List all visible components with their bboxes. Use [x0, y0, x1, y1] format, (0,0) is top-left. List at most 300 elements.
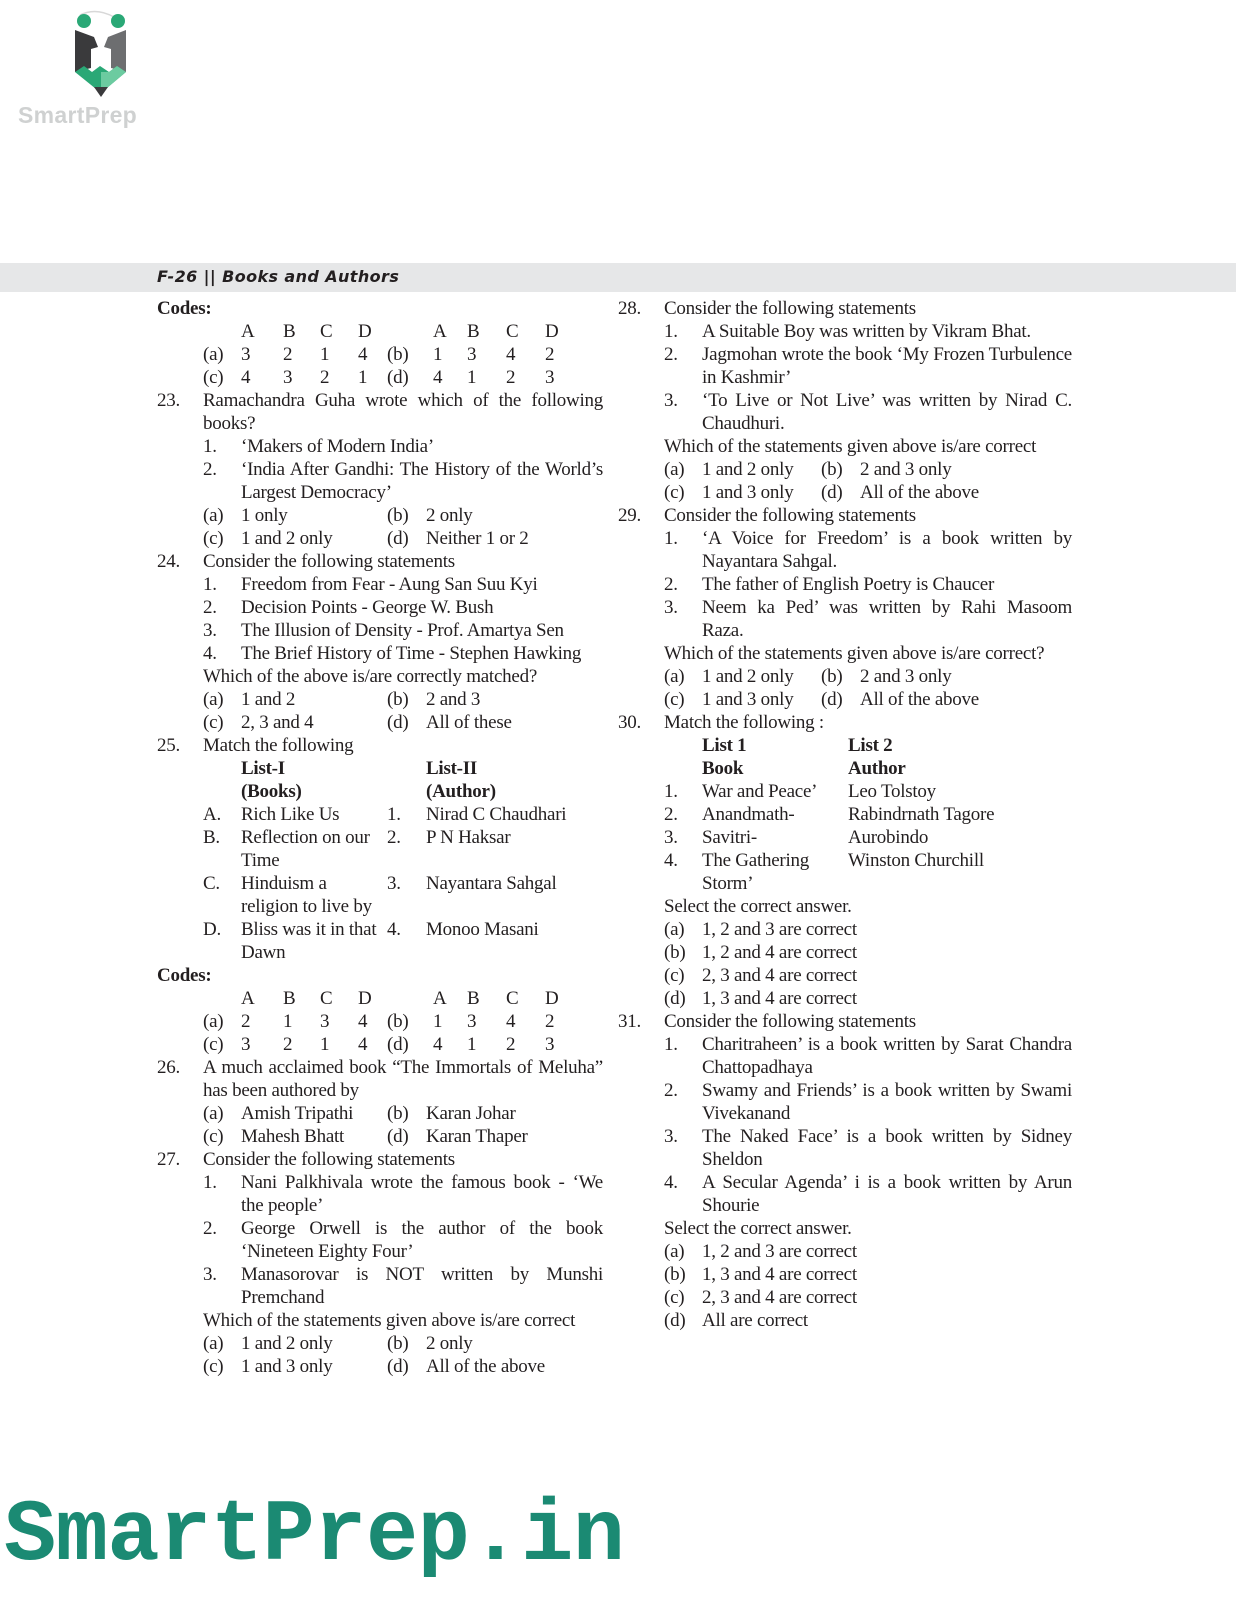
code-value: 1 [358, 367, 368, 388]
list-2-subtitle: (Author) [426, 781, 496, 802]
instruction-text: Select the correct answer. [664, 1218, 852, 1239]
question-text [618, 435, 1072, 458]
question-number: 1. [664, 1034, 678, 1055]
code-value: 2 [506, 1034, 516, 1055]
instruction-text: Which of the statements given above is/are correct? [664, 643, 1045, 664]
question-number: 31. [618, 1011, 641, 1032]
match-number: 1. [387, 804, 401, 825]
code-value: 4 [433, 1034, 443, 1055]
match-label: 3. [664, 827, 678, 848]
statement [618, 527, 1072, 573]
question-number: 1. [664, 528, 678, 549]
match-row [618, 780, 1072, 803]
question-text: Swamy and Friends’ is a book written by Swami Vivekanand [702, 1080, 1072, 1124]
option-text: 2, 3 and 4 [241, 712, 314, 733]
question-number: 1. [203, 1172, 217, 1193]
statement [618, 1171, 1072, 1217]
match-label: C. [203, 873, 220, 894]
option-text: 1 and 3 only [702, 482, 794, 503]
answer-options [618, 688, 1072, 711]
match-label: B. [203, 827, 220, 848]
option-label: (d) [387, 528, 409, 549]
option-label: (c) [664, 482, 685, 503]
code-column-header: C [320, 321, 333, 342]
option-text: 2, 3 and 4 are correct [702, 965, 857, 986]
code-value: 2 [545, 344, 555, 365]
option-text: Mahesh Bhatt [241, 1126, 345, 1147]
option-text: 1, 2 and 3 are correct [702, 1241, 857, 1262]
statement [157, 1171, 603, 1217]
list-1-title: List 1 [702, 735, 747, 756]
option-label: (a) [203, 689, 224, 710]
code-column-header: C [320, 988, 333, 1009]
match-number: 2. [387, 827, 401, 848]
answer-options [618, 964, 1072, 987]
answer-options [618, 1286, 1072, 1309]
match-row [157, 803, 603, 826]
code-value: 4 [433, 367, 443, 388]
match-list-2-item: Leo Tolstoy [848, 781, 936, 802]
match-list-1-item: War and Peace’ [702, 781, 818, 802]
header-separator: || [203, 267, 217, 286]
instruction-text: Which of the above is/are correctly matched? [203, 666, 537, 687]
code-value: 2 [283, 1034, 293, 1055]
option-label: (c) [203, 367, 224, 388]
match-list-1-item: Anandmath- [702, 804, 795, 825]
code-column-header: A [241, 321, 255, 342]
question-text: A much acclaimed book “The Immortals of Meluha” has been authored by [203, 1057, 603, 1101]
statement [618, 1079, 1072, 1125]
option-label: (a) [203, 1333, 224, 1354]
list-2-title: List-II [426, 758, 478, 779]
answer-options [618, 481, 1072, 504]
option-label: (d) [387, 1034, 409, 1055]
option-text: 1 and 2 only [702, 459, 794, 480]
code-column-header: D [358, 988, 372, 1009]
answer-options [157, 1355, 603, 1378]
option-label: (a) [203, 505, 224, 526]
code-value: 3 [241, 344, 251, 365]
page-header [157, 267, 399, 286]
statement [157, 619, 603, 642]
question-number: 1. [203, 436, 217, 457]
option-text: All of the above [426, 1356, 545, 1377]
question-text: ‘A Voice for Freedom’ is a book written by Nayantara Sahgal. [702, 528, 1072, 572]
code-value: 1 [433, 344, 443, 365]
question-number: 2. [664, 1080, 678, 1101]
option-text: 1 and 2 [241, 689, 296, 710]
left-column [157, 297, 603, 1378]
option-text: 1, 2 and 4 are correct [702, 942, 857, 963]
answer-options [157, 1125, 603, 1148]
answer-options [618, 665, 1072, 688]
match-label: D. [203, 919, 221, 940]
statement [618, 573, 1072, 596]
option-label: (a) [664, 1241, 685, 1262]
code-value: 1 [320, 344, 330, 365]
codes-row [157, 1010, 603, 1033]
match-header [618, 734, 1072, 780]
statement [157, 642, 603, 665]
question [157, 389, 603, 435]
answer-options [618, 1240, 1072, 1263]
code-value: 3 [467, 344, 477, 365]
match-header [157, 757, 603, 803]
code-value: 2 [506, 367, 516, 388]
code-value: 3 [241, 1034, 251, 1055]
match-list-2-item: P N Haksar [426, 827, 511, 848]
match-list-2-item: Rabindrnath Tagore [848, 804, 995, 825]
match-list-1-item: Savitri- [702, 827, 757, 848]
option-label: (a) [664, 459, 685, 480]
list-2-heading [848, 734, 906, 780]
statement [618, 389, 1072, 435]
code-column-header: B [467, 988, 480, 1009]
question-number: 3. [664, 1126, 678, 1147]
code-value: 3 [545, 367, 555, 388]
question-text: Ramachandra Guha wrote which of the following books? [203, 390, 603, 434]
codes-row [157, 343, 603, 366]
code-column-header: C [506, 321, 519, 342]
match-row [618, 826, 1072, 849]
code-value: 1 [467, 1034, 477, 1055]
answer-options [618, 1263, 1072, 1286]
question-number: 29. [618, 505, 641, 526]
code-value: 1 [467, 367, 477, 388]
question-text: Nani Palkhivala wrote the famous book - ‘We the people’ [241, 1172, 603, 1216]
list-1-subtitle: Book [702, 758, 744, 779]
option-label: (c) [203, 1356, 224, 1377]
answer-options [157, 711, 603, 734]
question [618, 504, 1072, 527]
code-column-header: D [545, 988, 559, 1009]
question [618, 1010, 1072, 1033]
question-number: 3. [664, 390, 678, 411]
option-text: 2 and 3 only [860, 459, 952, 480]
code-value: 4 [506, 344, 516, 365]
question-number: 3. [203, 620, 217, 641]
question [618, 297, 1072, 320]
answer-options [618, 987, 1072, 1010]
list-1-heading [241, 757, 381, 803]
right-column [618, 297, 1072, 1332]
question-text: The Naked Face’ is a book written by Sidney Sheldon [702, 1126, 1072, 1170]
question [157, 1056, 603, 1102]
code-column-header: B [283, 321, 296, 342]
option-label: (b) [387, 1333, 409, 1354]
option-label: (b) [821, 666, 843, 687]
option-label: (b) [821, 459, 843, 480]
code-column-header: B [283, 988, 296, 1009]
question-text: ‘Makers of Modern India’ [241, 436, 434, 457]
answer-options [618, 1309, 1072, 1332]
code-value: 1 [433, 1011, 443, 1032]
match-label: 2. [664, 804, 678, 825]
question-text: A Suitable Boy was written by Vikram Bhat. [702, 321, 1031, 342]
option-label: (c) [203, 712, 224, 733]
question-number: 30. [618, 712, 641, 733]
page-header-band [0, 263, 1236, 292]
option-text: 1 and 2 only [241, 1333, 333, 1354]
option-label: (d) [664, 1310, 686, 1331]
match-list-1-item: Reflection on our Time [241, 827, 370, 871]
option-text: Neither 1 or 2 [426, 528, 529, 549]
code-value: 2 [545, 1011, 555, 1032]
option-text: 1 and 2 only [241, 528, 333, 549]
question-text [618, 642, 1072, 665]
code-value: 3 [283, 367, 293, 388]
match-list-2-item: Nayantara Sahgal [426, 873, 557, 894]
answer-options [157, 688, 603, 711]
question-text: ‘To Live or Not Live’ was written by Nirad C. Chaudhuri. [702, 390, 1072, 434]
question-number: 2. [203, 1218, 217, 1239]
option-label: (d) [821, 689, 843, 710]
question-text: A Secular Agenda’ i is a book written by Arun Shourie [702, 1172, 1072, 1216]
option-text: All of these [426, 712, 512, 733]
question-text [618, 1217, 1072, 1240]
option-label: (d) [821, 482, 843, 503]
option-text: 2 only [426, 1333, 473, 1354]
option-label: (b) [664, 1264, 686, 1285]
statement [618, 1125, 1072, 1171]
statement [157, 435, 603, 458]
list-2-heading [426, 757, 496, 803]
option-label: (d) [387, 712, 409, 733]
question-text: Jagmohan wrote the book ‘My Frozen Turbulence in Kashmir’ [702, 344, 1072, 388]
match-list-2-item: Aurobindo [848, 827, 929, 848]
answer-options [157, 1102, 603, 1125]
option-text: All of the above [860, 482, 979, 503]
match-row [157, 826, 603, 872]
question-text: Consider the following statements [664, 505, 916, 526]
logo-text: SmartPrep [18, 102, 138, 128]
question-number: 26. [157, 1057, 180, 1078]
question-text: Consider the following statements [664, 1011, 916, 1032]
option-label: (c) [203, 1034, 224, 1055]
code-column-header: D [545, 321, 559, 342]
option-text: 1, 3 and 4 are correct [702, 1264, 857, 1285]
option-text: All are correct [702, 1310, 808, 1331]
question-text: The Brief History of Time - Stephen Hawking [241, 643, 582, 664]
option-text: 1 and 2 only [702, 666, 794, 687]
statement [618, 320, 1072, 343]
code-value: 4 [241, 367, 251, 388]
match-list-1-item: Bliss was it in that Dawn [241, 919, 377, 963]
question-number: 2. [203, 459, 217, 480]
option-label: (c) [203, 528, 224, 549]
answer-options [157, 527, 603, 550]
code-value: 4 [358, 344, 368, 365]
match-list-2-item: Nirad C Chaudhari [426, 804, 567, 825]
answer-options [157, 504, 603, 527]
answer-options [618, 458, 1072, 481]
code-value: 1 [320, 1034, 330, 1055]
code-value: 4 [358, 1011, 368, 1032]
question [157, 734, 603, 757]
statement [157, 596, 603, 619]
option-label: (b) [387, 1103, 409, 1124]
footer-watermark: SmartPrep.in [4, 1488, 625, 1586]
page-number: F-26 [157, 267, 198, 286]
question-text: Freedom from Fear - Aung San Suu Kyi [241, 574, 538, 595]
option-label: (b) [387, 505, 409, 526]
code-value: 2 [320, 367, 330, 388]
match-number: 3. [387, 873, 401, 894]
question [157, 550, 603, 573]
answer-options [157, 1332, 603, 1355]
match-label: 4. [664, 850, 678, 871]
code-column-header: B [467, 321, 480, 342]
question-number: 2. [203, 597, 217, 618]
question-text [618, 895, 1072, 918]
option-label: (a) [664, 919, 685, 940]
question-number: 28. [618, 298, 641, 319]
option-text: 1 only [241, 505, 288, 526]
statement [618, 596, 1072, 642]
question-number: 27. [157, 1149, 180, 1170]
option-text: 2 only [426, 505, 473, 526]
code-column-header: D [358, 321, 372, 342]
code-column-header: C [506, 988, 519, 1009]
question-text: Manasorovar is NOT written by Munshi Premchand [241, 1264, 603, 1308]
codes-label [157, 297, 603, 320]
match-row [157, 918, 603, 964]
instruction-text: Which of the statements given above is/are correct [664, 436, 1037, 457]
code-value: 2 [283, 344, 293, 365]
option-label: (a) [203, 1103, 224, 1124]
question-text [157, 1309, 603, 1332]
option-label: (d) [387, 1356, 409, 1377]
question-text: Consider the following statements [203, 551, 455, 572]
option-label: (d) [387, 1126, 409, 1147]
code-value: 4 [506, 1011, 516, 1032]
statement [157, 1263, 603, 1309]
option-text: Amish Tripathi [241, 1103, 354, 1124]
question-text: Consider the following statements [664, 298, 916, 319]
option-label: (c) [664, 689, 685, 710]
instruction-text: Select the correct answer. [664, 896, 852, 917]
codes-label [157, 964, 603, 987]
option-text: 1 and 3 only [241, 1356, 333, 1377]
option-text: 1, 2 and 3 are correct [702, 919, 857, 940]
option-label: (c) [203, 1126, 224, 1147]
codes-row [157, 366, 603, 389]
list-1-title: List-I [241, 758, 285, 779]
code-value: 1 [283, 1011, 293, 1032]
match-list-2-item: Monoo Masani [426, 919, 539, 940]
match-label: A. [203, 804, 221, 825]
option-label: (c) [664, 965, 685, 986]
question-text: Match the following [203, 735, 354, 756]
option-label: (b) [664, 942, 686, 963]
question-text: ‘India After Gandhi: The History of the World’s Largest Democracy’ [241, 459, 603, 503]
code-column-header: A [241, 988, 255, 1009]
option-label: (c) [664, 1287, 685, 1308]
codes-header [157, 320, 603, 343]
statement [157, 1217, 603, 1263]
question-text: George Orwell is the author of the book ‘Nineteen Eighty Four’ [241, 1218, 603, 1262]
statement [157, 458, 603, 504]
code-value: 3 [320, 1011, 330, 1032]
option-label: (a) [203, 344, 224, 365]
question-text: Match the following : [664, 712, 824, 733]
statement [618, 1033, 1072, 1079]
match-list-2-item: Winston Churchill [848, 850, 984, 871]
match-row [618, 849, 1072, 895]
answer-options [618, 918, 1072, 941]
list-2-title: List 2 [848, 735, 893, 756]
codes-label: Codes: [157, 965, 212, 986]
question-number: 4. [664, 1172, 678, 1193]
question-text: The father of English Poetry is Chaucer [702, 574, 995, 595]
match-label: 1. [664, 781, 678, 802]
code-value: 2 [241, 1011, 251, 1032]
option-text: All of the above [860, 689, 979, 710]
instruction-text: Which of the statements given above is/are correct [203, 1310, 576, 1331]
list-1-subtitle: (Books) [241, 781, 302, 802]
option-label: (a) [664, 666, 685, 687]
option-label: (a) [203, 1011, 224, 1032]
list-2-subtitle: Author [848, 758, 906, 779]
question-text: Neem ka Ped’ was written by Rahi Masoom Raza. [702, 597, 1072, 641]
question-text: Consider the following statements [203, 1149, 455, 1170]
statement [618, 343, 1072, 389]
option-text: Karan Thaper [426, 1126, 528, 1147]
question-number: 1. [664, 321, 678, 342]
code-column-header: A [433, 321, 447, 342]
question [157, 1148, 603, 1171]
code-value: 4 [358, 1034, 368, 1055]
question-text: Decision Points - George W. Bush [241, 597, 494, 618]
question-number: 1. [203, 574, 217, 595]
option-text: Karan Johar [426, 1103, 516, 1124]
question-number: 25. [157, 735, 180, 756]
question [618, 711, 1072, 734]
codes-label: Codes: [157, 298, 212, 319]
chapter-title: Books and Authors [222, 267, 400, 286]
codes-row [157, 1033, 603, 1056]
match-list-1-item: Hinduism a religion to live by [241, 873, 372, 917]
codes-header [157, 987, 603, 1010]
option-text: 1 and 3 only [702, 689, 794, 710]
option-text: 2 and 3 [426, 689, 481, 710]
match-row [618, 803, 1072, 826]
question-number: 4. [203, 643, 217, 664]
question-text: Charitraheen’ is a book written by Sarat Chandra Chattopadhaya [702, 1034, 1072, 1078]
option-text: 2 and 3 only [860, 666, 952, 687]
question-number: 2. [664, 574, 678, 595]
code-value: 3 [545, 1034, 555, 1055]
match-list-1-item: Rich Like Us [241, 804, 340, 825]
option-text: 1, 3 and 4 are correct [702, 988, 857, 1009]
question-number: 3. [664, 597, 678, 618]
question-text [157, 665, 603, 688]
question-number: 23. [157, 390, 180, 411]
code-value: 3 [467, 1011, 477, 1032]
match-number: 4. [387, 919, 401, 940]
answer-options [618, 941, 1072, 964]
option-label: (d) [387, 367, 409, 388]
option-label: (d) [664, 988, 686, 1009]
match-list-1-item: The Gathering Storm’ [702, 850, 810, 894]
option-label: (b) [387, 689, 409, 710]
question-number: 3. [203, 1264, 217, 1285]
list-1-heading [702, 734, 842, 780]
option-text: 2, 3 and 4 are correct [702, 1287, 857, 1308]
match-row [157, 872, 603, 918]
statement [157, 573, 603, 596]
code-column-header: A [433, 988, 447, 1009]
